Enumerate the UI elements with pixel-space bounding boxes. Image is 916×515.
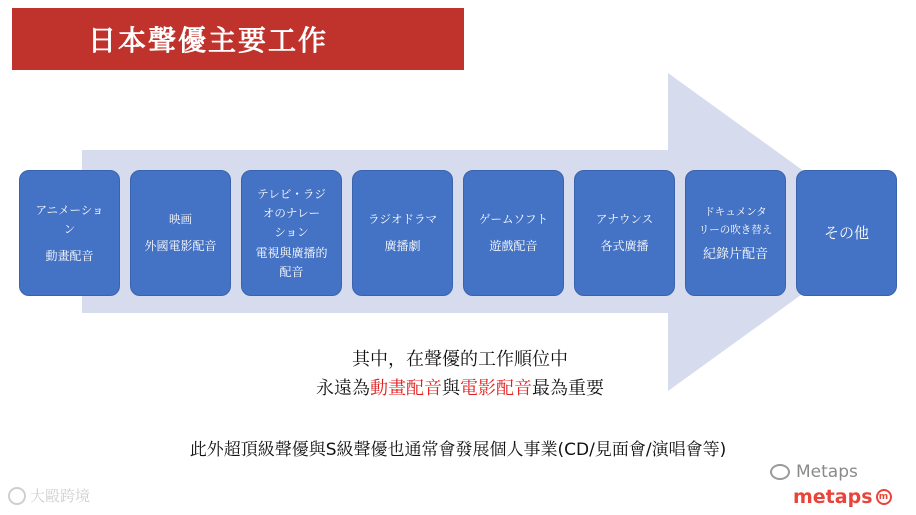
box-zh-label: 外國電影配音 [144,239,217,253]
note-highlight: 動畫配音 [370,378,442,399]
box-zh-label: 遊戲配音 [489,239,538,253]
box-jp-label: アニメーショ ン [35,202,104,236]
box-zh-label: 紀錄片配音 [702,246,768,262]
watermark-right-top [770,462,858,482]
note-text: 與 [442,378,460,399]
watermark-logo [793,486,892,508]
copyright-icon [8,487,26,505]
watermark-right-top-text: Metaps [796,462,858,482]
work-box-animation [19,170,120,296]
watermark-left [8,485,90,506]
box-zh-label: 動畫配音 [45,248,94,263]
work-box-announce [574,170,675,296]
note-line-2 [20,374,900,400]
box-zh-label: その他 [823,223,869,242]
box-jp-label: テレビ・ラジ オのナレー ション [257,186,326,239]
work-box-other [796,170,897,296]
title-banner [12,8,464,70]
box-jp-label: アナウンス [595,212,654,226]
work-box-movie [130,170,231,296]
note-highlight: 電影配音 [460,378,532,399]
work-box-narration [241,170,342,296]
note-line-3: 此外超頂級聲優與S級聲優也通常會發展個人事業(CD/見面會/演唱會等) [189,440,727,460]
box-jp-label: ドキュメンタ リーの吹き替え [698,205,773,236]
work-box-documentary [685,170,786,296]
note-line-1: 其中，在聲優的工作順位中 [352,349,568,370]
wechat-icon [770,464,790,480]
work-box-game [463,170,564,296]
box-jp-label: ラジオドラマ [368,212,437,226]
work-box-radio-drama [352,170,453,296]
page-title: 日本聲優主要工作 [87,24,328,57]
box-zh-label: 各式廣播 [600,239,649,253]
box-zh-label: 電視與廣播的 配音 [255,245,328,279]
logo-m-icon: m [876,489,892,505]
note-text: 最為重要 [532,378,604,399]
box-zh-label: 廣播劇 [384,239,421,253]
box-jp-label: 映画 [169,212,192,226]
note-text: 永遠為 [316,378,370,399]
logo-text: metaps [793,486,873,508]
watermark-left-text: 大毆跨境 [30,487,91,505]
box-jp-label: ゲームソフト [479,212,548,226]
